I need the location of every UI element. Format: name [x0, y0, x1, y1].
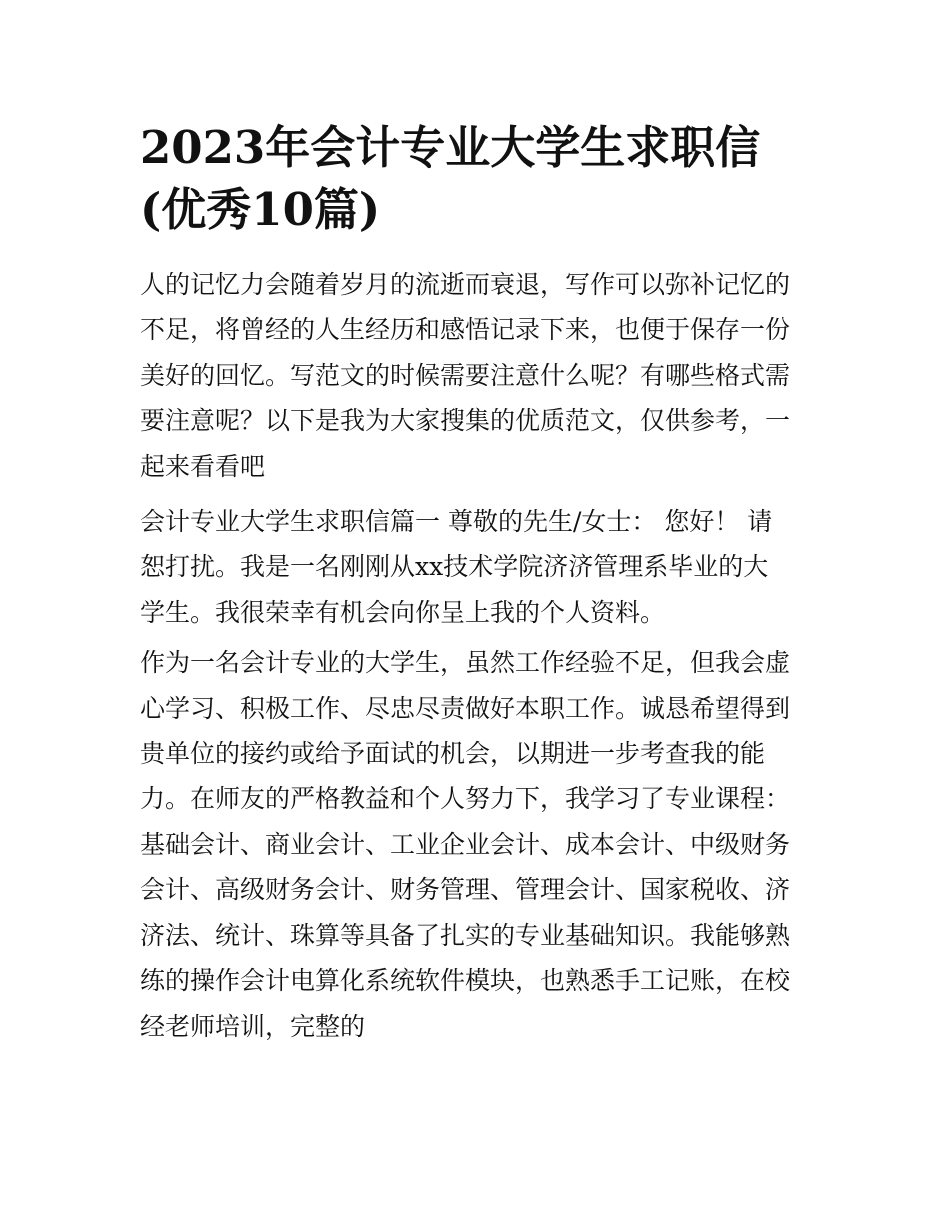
document-content: [140, 117, 812, 1049]
letter-opening-paragraph: 会计专业大学生求职信篇一 尊敬的先生/女士： 您好！ 请恕打扰。我是一名刚刚从xx技术学院济济管理系毕业的大学生。我很荣幸有机会向你呈上我的个人资料。: [140, 507, 773, 627]
document-title: 2023年会计专业大学生求职信(优秀10篇): [140, 121, 761, 236]
letter-body-paragraph: 作为一名会计专业的大学生，虽然工作经验不足，但我会虚心学习、积极工作、尽忠尽责做好本职工作。诚恳希望得到贵单位的接约或给予面试的机会，以期进一步考查我的能力。在师友的严格教益和个人努力下，我学习了专业课程：基础会计、商业会计、工业企业会计、成本会计、中级财务会计、高级财务会计、财务管理、管理会计、国家税收、济济法、统计、珠算等具备了扎实的专业基础知识。我能够熟练的操作会计电算化系统软件模块，也熟悉手工记账，在校经老师培训，完整的: [140, 648, 791, 1041]
intro-paragraph: 人的记忆力会随着岁月的流逝而衰退，写作可以弥补记忆的不足，将曾经的人生经历和感悟记录下来，也便于保存一份美好的回忆。写范文的时候需要注意什么呢？有哪些格式需要注意呢？以下是我为大家搜集的优质范文，仅供参考，一起来看看吧: [140, 270, 791, 481]
